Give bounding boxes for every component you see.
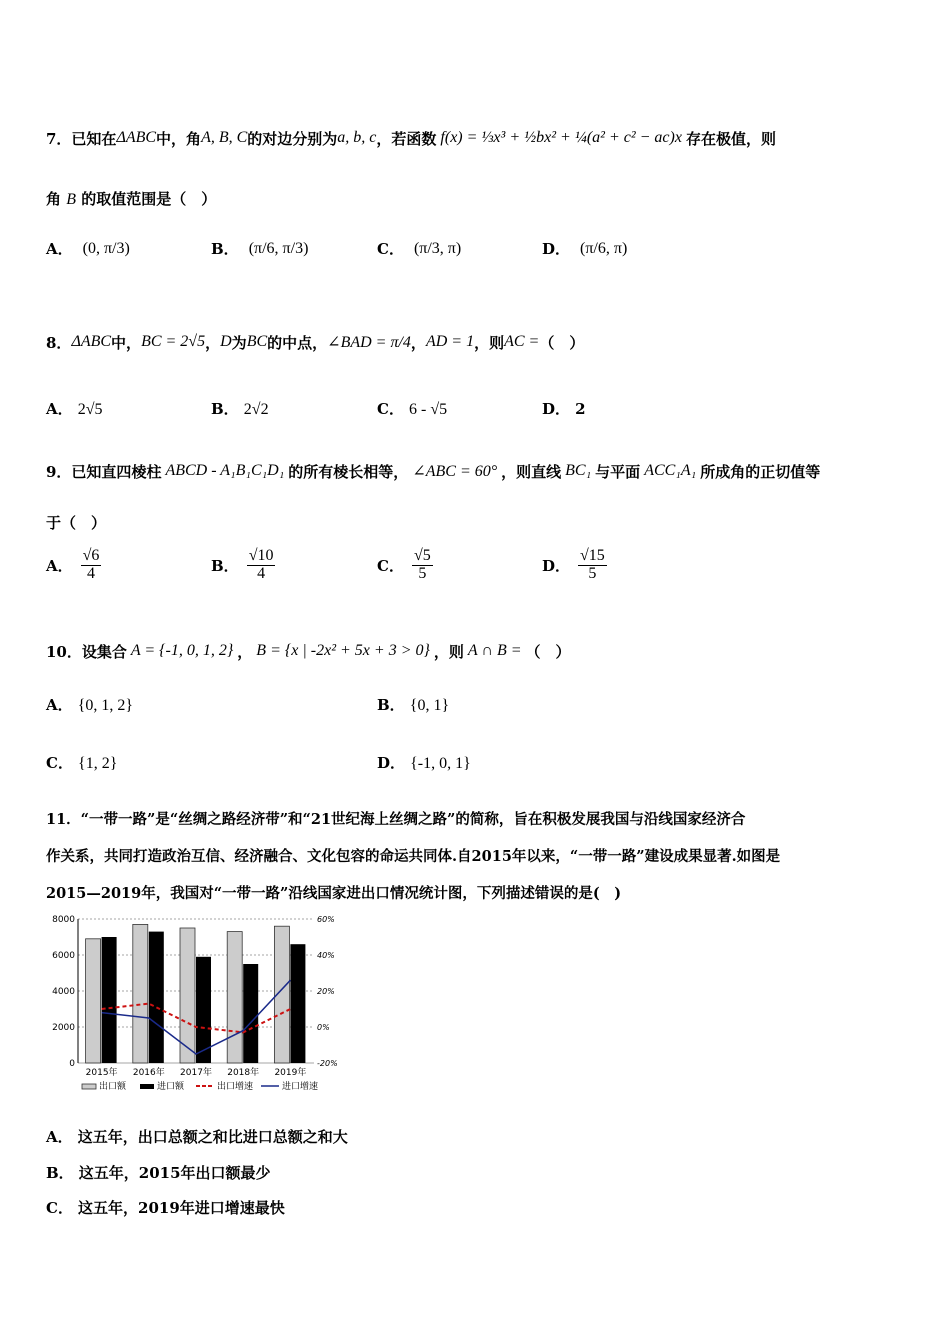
right-tick-label: 20%: [317, 987, 335, 996]
q11-option-a[interactable]: [46, 1126, 348, 1147]
q9-option-d[interactable]: [542, 548, 607, 583]
trade-chart: [46, 913, 351, 1103]
option-fraction: [247, 548, 276, 583]
option-value: {-1, 0, 1}: [410, 755, 471, 772]
option-label: D．: [542, 556, 571, 575]
fraction-numerator: √15: [580, 547, 605, 564]
chart-svg: [46, 913, 351, 1103]
export-bar: [133, 924, 148, 1063]
q7-option-b[interactable]: [211, 238, 308, 259]
q7-line2-suffix: 的取值范围是（ ）: [81, 190, 217, 208]
q7-sides: a, b, c: [337, 129, 377, 146]
fraction-denominator: 4: [87, 564, 96, 582]
q9-t3: 与平面: [595, 462, 641, 481]
q10-t3: （ ）: [525, 642, 571, 661]
option-fraction: [412, 548, 433, 583]
option-value: {1, 2}: [78, 755, 118, 772]
q8-t1: 中，: [111, 333, 142, 352]
option-label: B．: [211, 240, 239, 258]
option-label: B．: [377, 696, 405, 714]
q10-t2: ，则: [433, 642, 464, 661]
q8-t7: （ ）: [539, 333, 585, 352]
q9-line: BC₁: [565, 462, 592, 479]
q10-option-b[interactable]: [377, 694, 449, 715]
right-tick-label: 0%: [317, 1023, 330, 1032]
q7-line1: [46, 120, 776, 156]
fraction-denominator: 5: [418, 564, 427, 582]
option-label: A．: [46, 400, 73, 418]
option-value: 2√5: [77, 401, 103, 418]
q9-option-a[interactable]: [46, 548, 101, 583]
option-label: C．: [377, 556, 404, 575]
q9-angle: ∠ABC = 60°: [412, 463, 498, 480]
option-value: (0, π/3): [82, 239, 130, 257]
q10-set-b: B = {x | -2x² + 5x + 3 > 0}: [256, 642, 430, 659]
fraction-numerator: √6: [82, 547, 100, 564]
option-value: (π/6, π/3): [248, 239, 309, 257]
option-label: A．: [46, 556, 73, 575]
q8-triangle: ΔABC: [71, 333, 112, 350]
option-label: A．: [46, 1128, 73, 1146]
option-label: D．: [542, 400, 571, 418]
import-bar: [102, 937, 117, 1063]
q7-option-c[interactable]: [377, 238, 461, 259]
export-bar: [86, 939, 101, 1063]
category-label: 2017年: [180, 1068, 212, 1078]
q9-option-c[interactable]: [377, 548, 433, 583]
q9-t2: ，则直线: [501, 462, 562, 481]
q7-angles: A, B, C: [201, 129, 248, 146]
option-label: B．: [46, 1164, 74, 1182]
q10-t1: ，: [237, 642, 253, 661]
category-label: 2015年: [85, 1068, 118, 1078]
q8-t2: ，: [205, 333, 221, 352]
q9-line2: 于（ ）: [46, 514, 107, 532]
q8-stem: [46, 325, 584, 359]
q8-option-c[interactable]: [377, 398, 447, 419]
q7-mid2: 的对边分别为: [247, 129, 338, 148]
option-label: A．: [46, 696, 73, 714]
q10-option-a[interactable]: [46, 694, 133, 715]
option-label: C．: [46, 1199, 73, 1217]
q10-option-c[interactable]: [46, 752, 117, 773]
q7-var-b: B: [66, 191, 77, 208]
q7-line2-prefix: 角: [46, 190, 62, 208]
option-value: {0, 1}: [409, 697, 450, 714]
left-tick-label: 2000: [52, 1023, 75, 1033]
category-label: 2019年: [274, 1068, 307, 1078]
option-value: 2: [575, 400, 586, 418]
legend-swatch-export: [82, 1084, 96, 1089]
q10-intersection: A ∩ B =: [467, 642, 522, 659]
q11-line1: 11．“一带一路”是“丝绸之路经济带”和“21世纪海上丝绸之路”的简称，旨在积极发展我国与沿线国家经济合: [46, 811, 746, 828]
q9-prism: ABCD - A₁B₁C₁D₁: [165, 462, 285, 479]
q9-t1: 的所有棱长相等，: [288, 462, 409, 481]
option-label: D．: [542, 240, 571, 258]
option-label: B．: [211, 400, 239, 418]
option-fraction: [578, 548, 607, 583]
q8-prefix: 8．: [46, 333, 72, 352]
legend-label: 出口额: [99, 1082, 127, 1092]
option-value: 2√2: [243, 401, 269, 418]
right-tick-label: 60%: [317, 915, 335, 924]
import-bar: [243, 964, 258, 1063]
q9-option-b[interactable]: [211, 548, 275, 583]
fraction-numerator: √5: [413, 547, 431, 564]
option-value: 这五年，出口总额之和比进口总额之和大: [77, 1128, 348, 1146]
right-tick-label: 40%: [317, 951, 335, 960]
import-bar: [149, 932, 164, 1063]
option-label: D．: [377, 754, 406, 772]
export-bar: [227, 932, 242, 1063]
q7-triangle: ΔABC: [116, 129, 157, 146]
right-tick-label: -20%: [317, 1059, 338, 1068]
q8-option-d[interactable]: [542, 398, 586, 419]
q10-option-d[interactable]: [377, 752, 471, 773]
legend-swatch-import: [140, 1084, 154, 1089]
q8-t6: ，则: [474, 333, 505, 352]
q8-ac: AC =: [504, 333, 540, 350]
fraction-denominator: 4: [257, 564, 266, 582]
q7-option-a[interactable]: [46, 238, 130, 259]
q11-line3: 2015—2019年，我国对“一带一路”沿线国家进出口情况统计图，下列描述错误的是( ): [46, 885, 622, 902]
q8-t5: ，: [410, 333, 426, 352]
q9-plane: ACC₁A₁: [644, 462, 697, 479]
left-tick-label: 0: [69, 1059, 75, 1069]
q7-mid1: 中，角: [156, 129, 202, 148]
legend-label: 进口额: [157, 1082, 185, 1092]
option-label: C．: [46, 754, 73, 772]
q7-prefix: 7．已知在: [46, 129, 117, 148]
fraction-numerator: √10: [248, 547, 274, 564]
option-label: C．: [377, 240, 404, 258]
option-value: 这五年，2019年进口增速最快: [78, 1199, 285, 1217]
q8-bc2: BC: [246, 333, 268, 350]
q8-option-b[interactable]: [211, 398, 269, 419]
option-label: B．: [211, 556, 239, 575]
q7-function: f(x) = ⅓x³ + ½bx² + ¼(a² + c² − ac)x: [440, 129, 682, 146]
q7-mid3: ，若函数: [376, 129, 437, 148]
q8-t4: 的中点，: [267, 333, 328, 352]
q11-line2: 作关系，共同打造政治互信、经济融合、文化包容的命运共同体.自2015年以来，“一带一路”建设成果显著.如图是: [46, 848, 781, 865]
q11-option-b[interactable]: [46, 1162, 271, 1183]
option-value: {0, 1, 2}: [77, 697, 134, 714]
option-value: (π/6, π): [580, 239, 628, 257]
q8-bc: BC = 2√5: [141, 333, 206, 350]
left-tick-label: 6000: [52, 951, 75, 961]
fraction-denominator: 5: [588, 564, 597, 582]
q9-prefix: 9．已知直四棱柱: [46, 462, 162, 481]
option-value: 6 - √5: [409, 401, 448, 418]
option-value: (π/3, π): [413, 239, 462, 257]
category-label: 2016年: [132, 1068, 165, 1078]
legend-label: 进口增速: [282, 1082, 319, 1092]
q8-ad: AD = 1: [425, 333, 475, 350]
import-bar: [290, 944, 305, 1063]
q8-d: D: [220, 333, 232, 350]
q8-t3: 为: [231, 333, 247, 352]
option-fraction: [81, 548, 102, 583]
q10-prefix: 10．设集合: [46, 642, 127, 661]
option-label: A．: [46, 240, 73, 258]
q11-option-c[interactable]: [46, 1197, 285, 1218]
q10-stem: [46, 636, 571, 666]
option-value: 这五年，2015年出口额最少: [78, 1164, 271, 1182]
left-tick-label: 8000: [52, 915, 75, 925]
q8-option-a[interactable]: [46, 398, 103, 419]
q8-angle: ∠BAD = π/4: [327, 334, 411, 351]
q9-stem: [46, 456, 820, 486]
q10-set-a: A = {-1, 0, 1, 2}: [130, 642, 234, 659]
q7-suffix: 存在极值，则: [685, 129, 776, 148]
q9-t4: 所成角的正切值等: [700, 462, 821, 481]
q7-option-d[interactable]: [542, 238, 627, 259]
category-label: 2018年: [227, 1068, 260, 1078]
legend-label: 出口增速: [217, 1082, 254, 1092]
q7-line2: [46, 188, 216, 209]
left-tick-label: 4000: [52, 987, 75, 997]
option-label: C．: [377, 400, 404, 418]
